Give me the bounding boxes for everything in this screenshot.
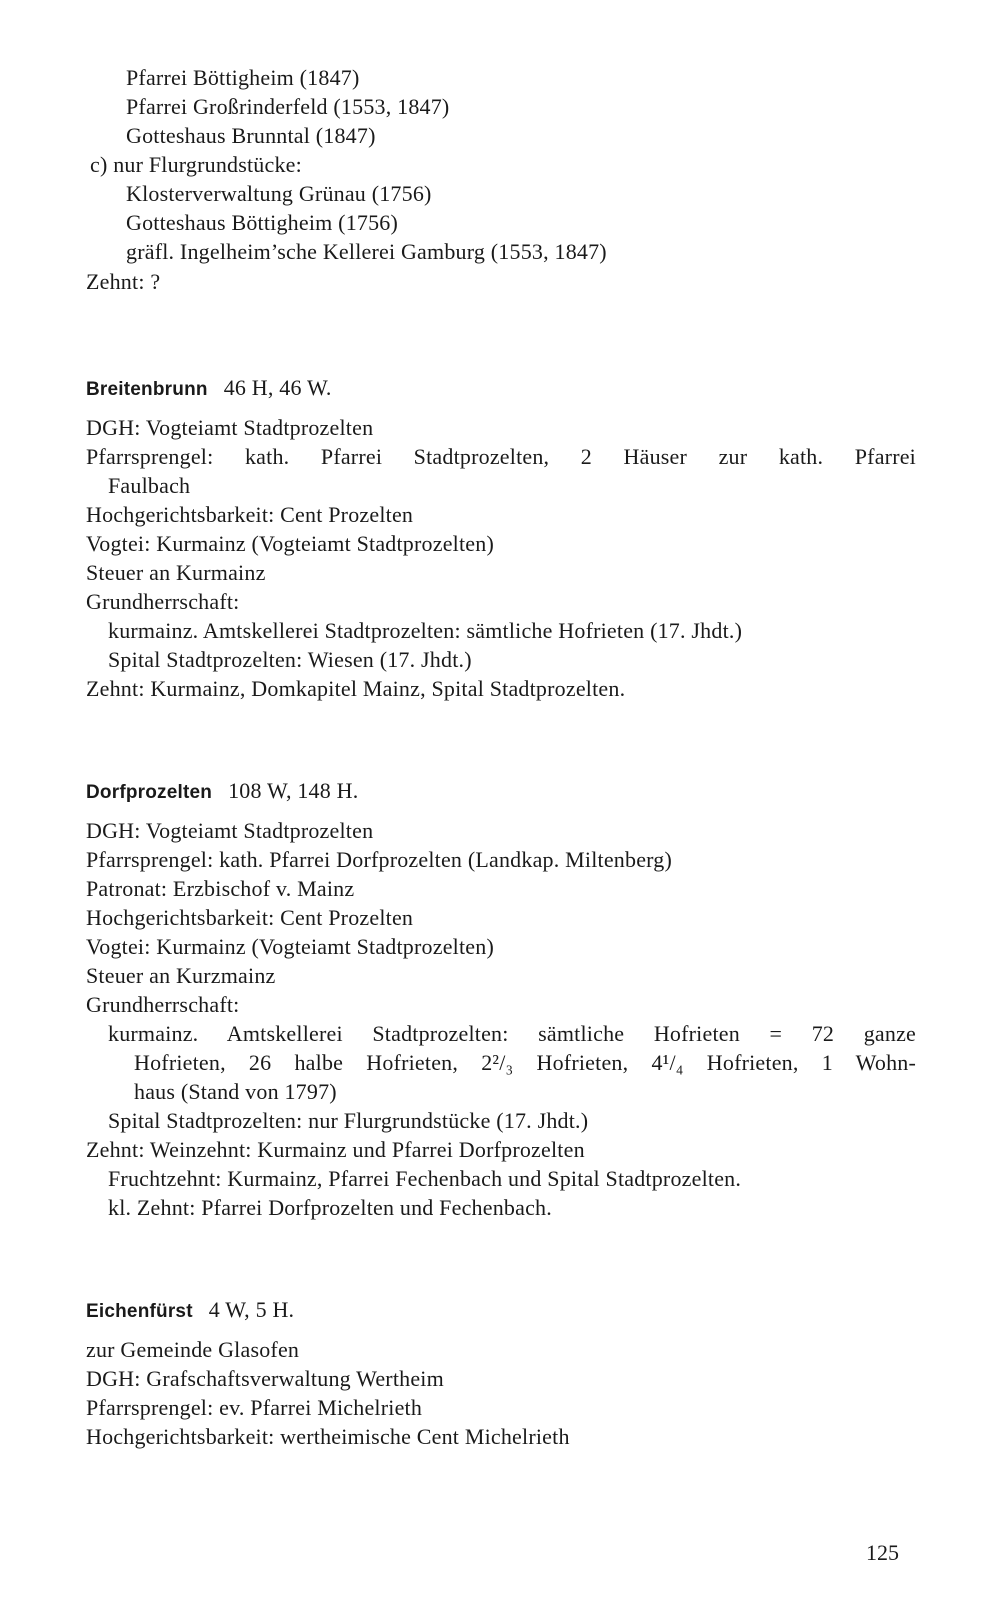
entry-heading-dorfprozelten (86, 777, 358, 807)
dorfprozelten-line-1: DGH: Vogteiamt Stadtprozelten (86, 818, 374, 843)
eichenfuerst-line-3: Pfarrsprengel: ev. Pfarrei Michelrieth (86, 1395, 423, 1420)
entry-heading-eichenfuerst (86, 1296, 294, 1326)
eichenfuerst-line-4: Hochgerichtsbarkeit: wertheimische Cent Michelrieth (86, 1424, 570, 1449)
top-line-7: gräfl. Ingelheim’sche Kellerei Gamburg (1553, 1847) (126, 239, 607, 264)
dorfprozelten-line-12: Zehnt: Weinzehnt: Kurmainz und Pfarrei Dorfprozelten (86, 1137, 585, 1162)
breitenbrunn-line-2: Pfarrsprengel: kath. Pfarrei Stadtprozelten, 2 Häuser zur kath. Pfarrei (86, 444, 916, 469)
dorfprozelten-line-7: Grundherrschaft: (86, 992, 240, 1017)
top-line-3: Gotteshaus Brunntal (1847) (126, 123, 376, 148)
dorfprozelten-line-10: haus (Stand von 1797) (134, 1079, 337, 1104)
breitenbrunn-line-5: Vogtei: Kurmainz (Vogteiamt Stadtprozelten) (86, 531, 494, 556)
eichenfuerst-line-1: zur Gemeinde Glasofen (86, 1337, 300, 1362)
top-line-8: Zehnt: ? (86, 269, 161, 294)
dorfprozelten-line-2: Pfarrsprengel: kath. Pfarrei Dorfprozelten (Landkap. Miltenberg) (86, 847, 673, 872)
breitenbrunn-line-8: kurmainz. Amtskellerei Stadtprozelten: sämtliche Hofrieten (17. Jhdt.) (108, 618, 743, 643)
dorfprozelten-line-9: Hofrieten, 26 halbe Hofrieten, 2²/₃ Hofrieten, 4¹/₄ Hofrieten, 1 Wohn- (134, 1050, 916, 1075)
dorfprozelten-line-11: Spital Stadtprozelten: nur Flurgrundstücke (17. Jhdt.) (108, 1108, 589, 1133)
entry-name: Eichenfürst (86, 1301, 193, 1322)
eichenfuerst-line-2: DGH: Grafschaftsverwaltung Wertheim (86, 1366, 444, 1391)
dorfprozelten-line-13: Fruchtzehnt: Kurmainz, Pfarrei Fechenbach und Spital Stadtprozelten. (108, 1166, 742, 1191)
dorfprozelten-line-6: Steuer an Kurzmainz (86, 963, 276, 988)
breitenbrunn-line-6: Steuer an Kurmainz (86, 560, 266, 585)
breitenbrunn-line-1: DGH: Vogteiamt Stadtprozelten (86, 415, 374, 440)
dorfprozelten-line-3: Patronat: Erzbischof v. Mainz (86, 876, 355, 901)
breitenbrunn-line-9: Spital Stadtprozelten: Wiesen (17. Jhdt.) (108, 647, 472, 672)
entry-heading-breitenbrunn (86, 374, 332, 404)
entry-counts: 46 H, 46 W. (223, 375, 332, 400)
breitenbrunn-line-7: Grundherrschaft: (86, 589, 240, 614)
top-line-6: Gotteshaus Böttigheim (1756) (126, 210, 399, 235)
top-line-5: Klosterverwaltung Grünau (1756) (126, 181, 432, 206)
breitenbrunn-line-10: Zehnt: Kurmainz, Domkapitel Mainz, Spital Stadtprozelten. (86, 676, 626, 701)
entry-counts: 108 W, 148 H. (228, 778, 359, 803)
dorfprozelten-line-5: Vogtei: Kurmainz (Vogteiamt Stadtprozelten) (86, 934, 494, 959)
entry-name: Breitenbrunn (86, 379, 208, 400)
entry-counts: 4 W, 5 H. (208, 1297, 295, 1322)
entry-name: Dorfprozelten (86, 782, 213, 803)
dorfprozelten-line-8: kurmainz. Amtskellerei Stadtprozelten: sämtliche Hofrieten = 72 ganze (108, 1021, 916, 1046)
top-line-1: Pfarrei Böttigheim (1847) (126, 65, 360, 90)
breitenbrunn-line-3: Faulbach (108, 473, 191, 498)
top-line-4: c) nur Flurgrundstücke: (90, 152, 302, 177)
dorfprozelten-line-14: kl. Zehnt: Pfarrei Dorfprozelten und Fechenbach. (108, 1195, 552, 1220)
page-number: 125 (866, 1540, 899, 1565)
dorfprozelten-line-4: Hochgerichtsbarkeit: Cent Prozelten (86, 905, 414, 930)
breitenbrunn-line-4: Hochgerichtsbarkeit: Cent Prozelten (86, 502, 414, 527)
top-line-2: Pfarrei Großrinderfeld (1553, 1847) (126, 94, 450, 119)
